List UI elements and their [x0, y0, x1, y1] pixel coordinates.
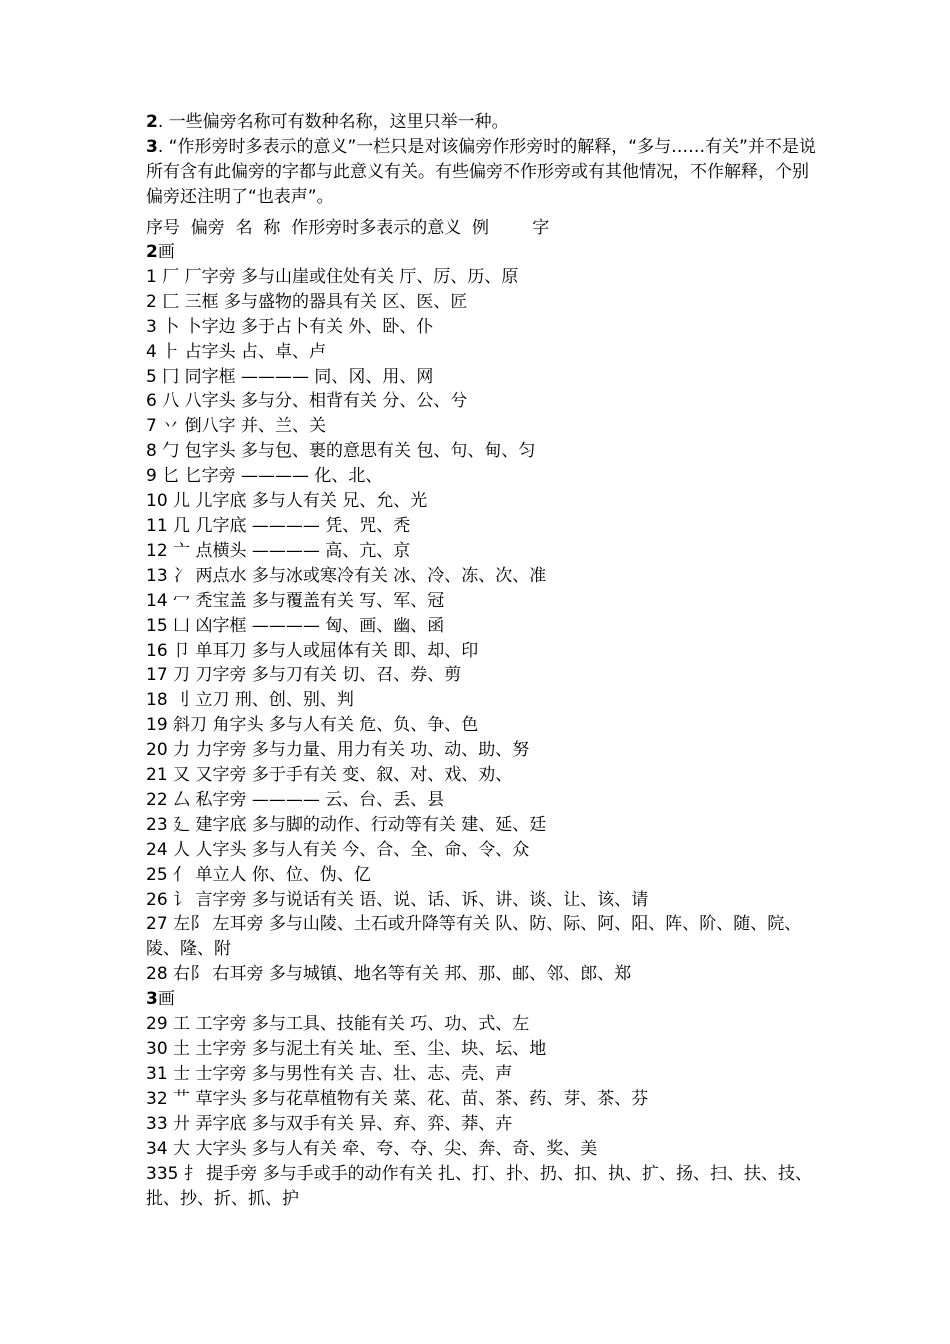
- radical-row: 34 大 大字头 多与人有关 牵、夸、夺、尖、奔、奇、奖、美: [146, 1138, 598, 1159]
- stroke-count: 3: [146, 989, 158, 1010]
- radical-row: 22 厶 私字旁 ———— 云、台、丢、县: [146, 789, 445, 810]
- section-heading-2-strokes: [146, 240, 816, 265]
- radical-row: 13 冫 两点水 多与冰或寒冷有关 冰、冷、冻、次、准: [146, 565, 547, 586]
- radical-row: 12 亠 点横头 ———— 高、亢、京: [146, 540, 411, 561]
- radical-row: 20 力 力字旁 多与力量、用力有关 功、动、助、努: [146, 740, 530, 761]
- radical-row: 21 又 又字旁 多于手有关 变、叙、对、戏、劝、: [146, 765, 513, 786]
- radical-row: 28 右阝 右耳旁 多与城镇、地名等有关 邦、那、邮、邻、郎、郑: [146, 964, 632, 985]
- table-header: 序号 偏旁 名 称 作形旁时多表示的意义 例 字: [146, 218, 550, 238]
- radical-row: 30 土 土字旁 多与泥土有关 址、至、尘、块、坛、地: [146, 1039, 547, 1060]
- section-heading-3-strokes: [146, 987, 816, 1012]
- radical-row: 16 卩 单耳刀 多与人或屈体有关 即、却、印: [146, 640, 479, 661]
- stroke-unit: 画: [157, 242, 175, 262]
- radical-row: 3 卜 卜字边 多于占卜有关 外、卧、仆: [146, 316, 434, 337]
- radical-row: 23 廴 建字底 多与脚的动作、行动等有关 建、延、廷: [146, 814, 547, 835]
- radical-row: 2 匚 三框 多与盛物的器具有关 区、医、匠: [146, 291, 468, 312]
- radical-row: 335 扌 提手旁 多与手或手的动作有关 扎、打、扑、扔、扣、执、扩、扬、扫、扶、技、批、抄、折、抓、护: [146, 1163, 813, 1209]
- radical-row: 10 儿 儿字底 多与人有关 兄、允、光: [146, 491, 428, 512]
- radical-row: 18 刂 立刀 刑、创、别、判: [146, 690, 354, 711]
- radical-row: 6 八 八字头 多与分、相背有关 分、公、兮: [146, 391, 468, 412]
- radical-row: 9 匕 匕字旁 ———— 化、北、: [146, 466, 383, 487]
- note-number: 2: [146, 112, 158, 132]
- section-rows-3-strokes: [146, 1012, 816, 1211]
- radical-row: 11 几 几字底 ———— 凭、咒、秃: [146, 515, 411, 536]
- stroke-unit: 画: [157, 989, 175, 1010]
- note-3: [146, 135, 816, 210]
- section-rows-2-strokes: [146, 265, 816, 987]
- radical-row: 4 ⺊ 占字头 占、卓、卢: [146, 341, 327, 362]
- radical-row: 8 勹 包字头 多与包、裹的意思有关 包、句、甸、匀: [146, 441, 536, 462]
- radical-row: 7 丷 倒八字 并、兰、关: [146, 416, 327, 437]
- note-text: . “作形旁时多表示的意义”一栏只是对该偏旁作形旁时的解释，“多与……有关”并不是说所有含有此偏旁的字都与此意义有关。有些偏旁不作形旁或有其他情况，不作解释，个别偏旁还注明了“也表声”。: [146, 137, 816, 207]
- radical-row: 26 讠 言字旁 多与说话有关 语、说、话、诉、讲、谈、让、该、请: [146, 889, 649, 910]
- radical-row: 24 人 人字头 多与人有关 今、合、全、命、令、众: [146, 839, 530, 860]
- document-page: [146, 110, 816, 1212]
- radical-row: 1 厂 厂字旁 多与山崖或住处有关 厅、厉、历、原: [146, 266, 519, 287]
- radical-row: 31 士 士字旁 多与男性有关 吉、壮、志、壳、声: [146, 1064, 513, 1085]
- note-text: . 一些偏旁名称可有数种名称，这里只举一种。: [157, 112, 509, 132]
- radical-row: 19 斜刀 角字头 多与人有关 危、负、争、色: [146, 715, 479, 736]
- note-number: 3: [146, 137, 158, 157]
- radical-row: 15 凵 凶字框 ———— 匈、画、幽、函: [146, 615, 445, 636]
- radical-row: 5 冂 同字框 ———— 同、冈、用、网: [146, 366, 434, 387]
- radical-row: 17 刀 刀字旁 多与刀有关 切、召、券、剪: [146, 665, 462, 686]
- radical-row: 27 左阝 左耳旁 多与山陵、土石或升降等有关 队、防、际、阿、阳、阵、阶、随、院、陵、隆、附: [146, 914, 802, 960]
- radical-row: 33 廾 弄字底 多与双手有关 异、弃、弈、莽、卉: [146, 1113, 513, 1134]
- radical-row: 32 艹 草字头 多与花草植物有关 菜、花、苗、茶、药、芽、茶、芬: [146, 1089, 649, 1109]
- stroke-count: 2: [146, 242, 158, 262]
- radical-row: 14 冖 秃宝盖 多与覆盖有关 写、军、冠: [146, 590, 445, 611]
- radical-row: 25 亻 单立人 你、位、伪、亿: [146, 864, 371, 885]
- note-2: [146, 110, 816, 135]
- radical-row: 29 工 工字旁 多与工具、技能有关 巧、功、式、左: [146, 1014, 530, 1035]
